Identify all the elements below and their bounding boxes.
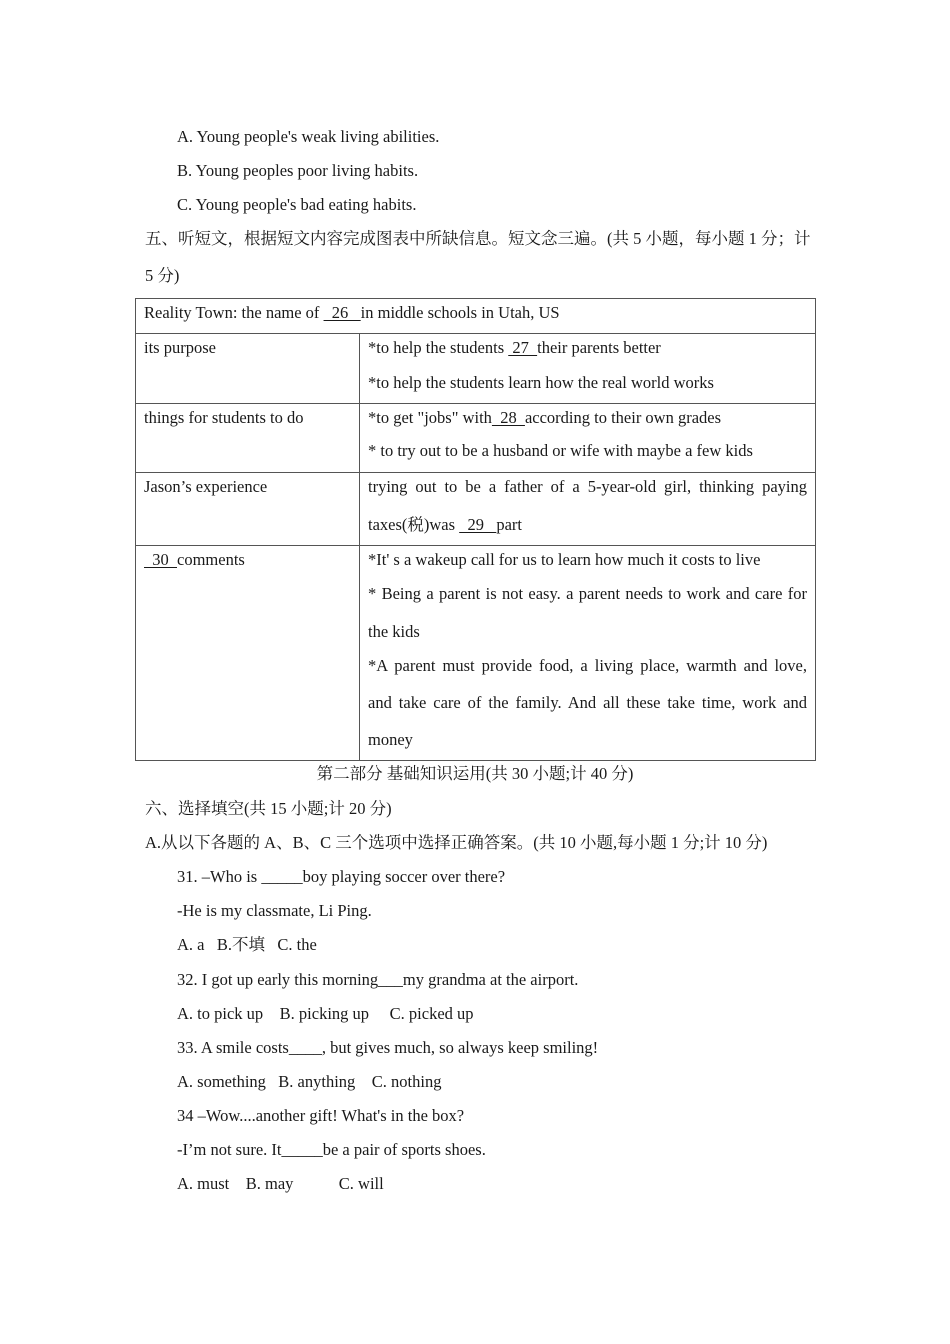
row-content: trying out to be a father of a 5-year-old girl, thinking paying taxes(税)was 29 part xyxy=(360,473,816,546)
row-label: Jason’s experience xyxy=(136,473,360,546)
table-row xyxy=(136,299,816,334)
question-32: 32. I got up early this morning___my grandma at the airport. xyxy=(177,970,579,989)
row-label: its purpose xyxy=(136,334,360,404)
section5-heading-line1: 五、听短文，根据短文内容完成图表中所缺信息。短文念三遍。(共 5 小题，每小题 1 分；计 xyxy=(145,229,811,248)
question-34-answer: -I’m not sure. It_____be a pair of sports shoes. xyxy=(177,1140,486,1159)
question-34: 34 –Wow....another gift! What's in the box? xyxy=(177,1106,465,1125)
row-label: 30 comments xyxy=(136,546,360,761)
part2-title: 第二部分 基础知识运用(共 30 小题;计 40 分) xyxy=(316,764,634,783)
table-row xyxy=(136,473,816,546)
question-31: 31. –Who is _____boy playing soccer over there? xyxy=(177,867,506,886)
blank-28: 28 xyxy=(491,408,525,427)
question-33: 33. A smile costs____, but gives much, so always keep smiling! xyxy=(177,1038,599,1057)
sectionA-heading: A.从以下各题的 A、B、C 三个选项中选择正确答案。(共 10 小题,每小题 1 分;计 10 分) xyxy=(145,833,768,852)
row-content: *It' s a wakeup call for us to learn how much it costs to live * Being a parent is not easy. a parent needs to work and care for the kids *A parent must provide food, a living place, warmth and love, and take care of the family. And all these take time, work and money xyxy=(360,546,816,761)
option-b: B. Young peoples poor living habits. xyxy=(177,161,419,180)
question-32-options: A. to pick up B. picking up C. picked up xyxy=(177,1004,474,1023)
blank-30: 30 xyxy=(144,550,177,569)
table-header-cell: Reality Town: the name of 26 in middle schools in Utah, US xyxy=(136,299,816,334)
option-c: C. Young people's bad eating habits. xyxy=(177,195,417,214)
table-row xyxy=(136,404,816,473)
blank-27: 27 xyxy=(508,338,538,357)
section6-heading: 六、选择填空(共 15 小题;计 20 分) xyxy=(145,799,392,818)
question-31-options: A. a B.不填 C. the xyxy=(177,935,317,954)
blank-26: 26 xyxy=(323,303,361,322)
table-row xyxy=(136,546,816,761)
row-label: things for students to do xyxy=(136,404,360,473)
fill-in-table xyxy=(135,298,816,761)
row-content: *to get "jobs" with 28 according to their own grades * to try out to be a husband or wife with maybe a few kids xyxy=(360,404,816,473)
table-row xyxy=(136,334,816,404)
option-a: A. Young people's weak living abilities. xyxy=(177,127,440,146)
question-31-answer: -He is my classmate, Li Ping. xyxy=(177,901,372,920)
question-34-options: A. must B. may C. will xyxy=(177,1174,384,1193)
section5-heading-line2: 5 分) xyxy=(145,266,180,285)
question-33-options: A. something B. anything C. nothing xyxy=(177,1072,442,1091)
row-content: *to help the students 27 their parents better *to help the students learn how the real world works xyxy=(360,334,816,404)
blank-29: 29 xyxy=(459,515,497,534)
